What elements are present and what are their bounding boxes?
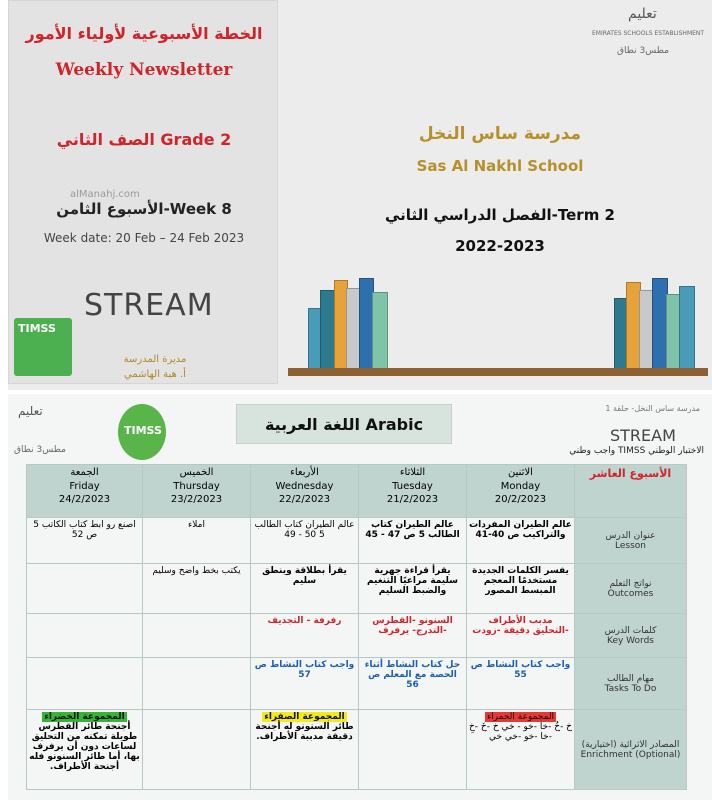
row-label: نواتج التعلم Outcomes bbox=[575, 564, 687, 614]
cell: عالم الطيران كتاب الطالب 5 ص 47 - 45 bbox=[359, 518, 467, 564]
row-label: المصادر الاثرائية (اختيارية) Enrichment (Optional) bbox=[575, 710, 687, 790]
cell: املاء bbox=[143, 518, 251, 564]
table-header-row bbox=[27, 465, 687, 518]
cell: يكتب بخط واضح وسليم bbox=[143, 564, 251, 614]
nitaq-logo: مطس3 نطاق bbox=[617, 46, 669, 56]
title-ar: الخطة الأسبوعية لأولياء الأمور bbox=[25, 24, 263, 43]
cell: مدبب الأطراف -التحليق دقيقة -زودت bbox=[467, 614, 575, 658]
cell bbox=[27, 614, 143, 658]
red-group-badge: المجموعة الحمراء bbox=[486, 712, 555, 722]
week-label: الأسبوع الثامن-Week 8 bbox=[56, 200, 232, 218]
shelf bbox=[288, 368, 708, 376]
school-name-ar: مدرسة ساس النخل bbox=[418, 124, 582, 144]
books-left-illustration bbox=[308, 278, 388, 368]
principal-block bbox=[95, 352, 215, 382]
day-header: الثلاثاء Tuesday 21/2/2023 bbox=[359, 465, 467, 518]
weekly-plan-table bbox=[26, 464, 687, 790]
yellow-group-badge: المجموعة الصفراء bbox=[264, 712, 345, 722]
timss-label: TIMSS bbox=[18, 322, 56, 335]
row-label: عنوان الدرس Lesson bbox=[575, 518, 687, 564]
cell: المجموعة الخضراء أجنحة طائر القطرس طويلة تمكنه من التحليق لساعات دون أن يرفرف بها، أما طائر السنونو فله أجنحة الأطراف. bbox=[27, 710, 143, 790]
table-row bbox=[27, 658, 687, 710]
academic-year: 2022-2023 bbox=[455, 237, 545, 255]
cell: المجموعة الحمراء خ -خُ -خا -خو - خي خ -خَ -خِ -خا -خو -خي خي bbox=[467, 710, 575, 790]
ese-logo: تعليم bbox=[628, 6, 657, 22]
subject-title: اللغة العربية Arabic bbox=[236, 404, 452, 444]
row-label: مهام الطالب Tasks To Do bbox=[575, 658, 687, 710]
timss-badge-label: TIMSS bbox=[124, 424, 162, 437]
cell: رفرفة - التجديف bbox=[251, 614, 359, 658]
green-group-badge: المجموعة الخضراء bbox=[44, 712, 125, 722]
ese-logo-small: تعليم bbox=[18, 404, 43, 418]
timss-image bbox=[14, 318, 72, 376]
cell: واجب كتاب النشاط ص 55 bbox=[467, 658, 575, 710]
day-header: الخميس Thursday 23/2/2023 bbox=[143, 465, 251, 518]
title-en: Weekly Newsletter bbox=[55, 60, 233, 80]
cell: السنونو -القطرس -التدرج- يرفرف bbox=[359, 614, 467, 658]
cell bbox=[143, 658, 251, 710]
stream-logo-small: STREAM bbox=[610, 426, 676, 445]
national-test-line: الاختبار الوطني TIMSS واجب وطني bbox=[569, 446, 704, 456]
table-row bbox=[27, 564, 687, 614]
cell bbox=[143, 614, 251, 658]
cell bbox=[359, 710, 467, 790]
week-label-cell: الأسبوع العاشر bbox=[575, 465, 687, 518]
books-right-illustration bbox=[614, 278, 704, 368]
week-date: Week date: 20 Feb – 24 Feb 2023 bbox=[43, 231, 245, 245]
cell: يفسر الكلمات الجديدة مستخدمًا المعجم المبسط المصور bbox=[467, 564, 575, 614]
day-header: الاثنين Monday 20/2/2023 bbox=[467, 465, 575, 518]
cell: حل كتاب النشاط أثناء الحصة مع المعلم ص 56 bbox=[359, 658, 467, 710]
cell: يقرأ قراءة جهرية سليمة مراعيًا التنغيم والضبط السليم bbox=[359, 564, 467, 614]
cell: المجموعة الصفراء طائر السنونو له أجنحة دقيقة مدببة الأطراف. bbox=[251, 710, 359, 790]
cell bbox=[27, 564, 143, 614]
cell: عالم الطيران المفردات والتراكيب ص 40-41 bbox=[467, 518, 575, 564]
table-row bbox=[27, 710, 687, 790]
nitaq-logo-small: مطس3 نطاق bbox=[14, 445, 66, 455]
cell: واجب كتاب النشاط ص 57 bbox=[251, 658, 359, 710]
grade-label: الصف الثاني Grade 2 bbox=[56, 130, 232, 149]
stream-logo: STREAM bbox=[84, 288, 214, 323]
school-cycle: مدرسة ساس النخل- حلقة 1 bbox=[605, 404, 700, 413]
day-header: الجمعة Friday 24/2/2023 bbox=[27, 465, 143, 518]
principal-title: مديرة المدرسة bbox=[123, 354, 187, 365]
day-header: الأربعاء Wednesday 22/2/2023 bbox=[251, 465, 359, 518]
table-row bbox=[27, 614, 687, 658]
cell: يقرأ بطلاقة وينطق سليم bbox=[251, 564, 359, 614]
school-name-en: Sas Al Nakhl School bbox=[416, 157, 584, 175]
cell: اصنع رو ابط كتاب الكاتب 5 ص 52 bbox=[27, 518, 143, 564]
row-label: كلمات الدرس Key Words bbox=[575, 614, 687, 658]
watermark: alManahj.com bbox=[70, 189, 140, 200]
ese-logo-text: EMIRATES SCHOOLS ESTABLISHMENT bbox=[592, 30, 705, 37]
term-label: الفصل الدراسي الثاني-Term 2 bbox=[385, 206, 615, 224]
cell: عالم الطيران كتاب الطالب 5 50 - 49 bbox=[251, 518, 359, 564]
principal-name: أ. هبة الهاشمي bbox=[124, 369, 186, 380]
cell bbox=[27, 658, 143, 710]
table-row bbox=[27, 518, 687, 564]
cell bbox=[143, 710, 251, 790]
timss-badge bbox=[118, 404, 166, 460]
